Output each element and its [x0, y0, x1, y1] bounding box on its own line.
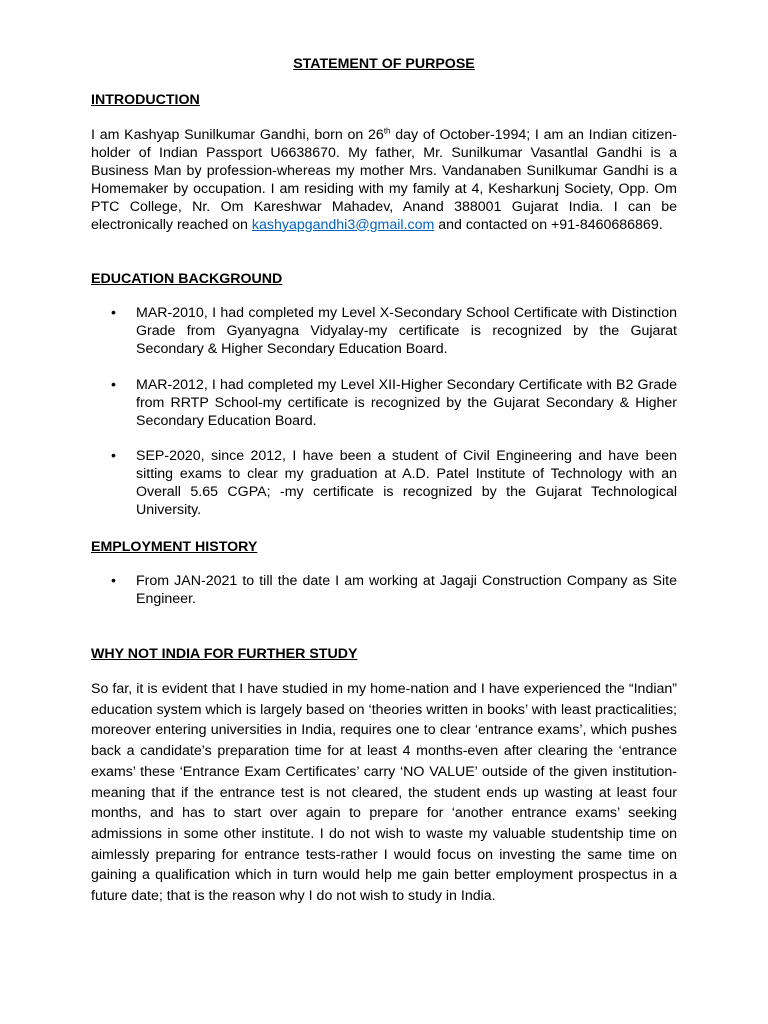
employment-item-text: From JAN-2021 to till the date I am working at Jagaji Construction Company as Site Engineer.	[136, 573, 677, 607]
introduction-text-1: I am Kashyap Sunilkumar Gandhi, born on 26	[91, 127, 384, 143]
introduction-paragraph	[91, 127, 677, 234]
why-not-india-paragraph: So far, it is evident that I have studied in my home-nation and I have experienced the “Indian” education system which is largely based on ‘theories written in books’ with least practicalities; moreover entering universities in India, requires one to clear ‘entrance exams’, which pushes back a candidate’s preparation time for at least 4 months-even after clearing the ‘entrance exams’ these ‘Entrance Exam Certificates’ carry ‘NO VALUE’ outside of the given institution-meaning that if the entrance test is not cleared, the student ends up wasting at least four months, and has to start over again to prepare for ‘another entrance exams’ seeking admissions in some other institute. I do not wish to waste my valuable studentship time on aimlessly preparing for entrance tests-rather I would focus on investing the same time on gaining a qualification which in turn would help me gain better employment prospectus in a future date; that is the reason why I do not wish to study in India.	[91, 681, 677, 905]
why-not-india-heading: WHY NOT INDIA FOR FURTHER STUDY	[91, 646, 358, 662]
education-item-text: MAR-2010, I had completed my Level X-Secondary School Certificate with Distinction Grade from Gyanyagna Vidyalay-my certificate is recognized by the Gujarat Secondary & Higher Secondary Education Board.	[136, 305, 677, 357]
introduction-text-2: day of October-1994; I am an Indian citizen-holder of Indian Passport U6638670. My father, Mr. Sunilkumar Vasantlal Gandhi is a Business Man by profession-whereas my mother Mrs. Vandanaben Sunilkumar Gandhi is a Homemaker by occupation. I am residing with my family at 4, Kesharkunj Society, Opp. Om PTC College, Nr. Om Kareshwar Mahadev, Anand 388001 Gujarat India. I can be electronically reached on	[91, 127, 677, 233]
education-heading: EDUCATION BACKGROUND	[91, 271, 283, 287]
bullet-icon: •	[111, 377, 116, 393]
bullet-icon: •	[111, 305, 116, 321]
bullet-icon: •	[111, 573, 116, 589]
education-item-text: MAR-2012, I had completed my Level XII-Higher Secondary Certificate with B2 Grade from RRTP School-my certificate is recognized by the Gujarat Secondary & Higher Secondary Education Board.	[136, 377, 677, 429]
document-title: STATEMENT OF PURPOSE	[293, 56, 475, 72]
employment-heading: EMPLOYMENT HISTORY	[91, 539, 258, 555]
education-item-text: SEP-2020, since 2012, I have been a student of Civil Engineering and have been sitting exams to clear my graduation at A.D. Patel Institute of Technology with an Overall 5.65 CGPA; -my certificate is recognized by the Gujarat Technological University.	[136, 448, 677, 518]
introduction-text-3: and contacted on +91-8460686869.	[434, 216, 663, 233]
bullet-icon: •	[111, 448, 116, 464]
email-link[interactable]: kashyapgandhi3@gmail.com	[251, 216, 435, 233]
date-superscript: th	[383, 126, 391, 136]
introduction-heading: INTRODUCTION	[91, 92, 200, 108]
